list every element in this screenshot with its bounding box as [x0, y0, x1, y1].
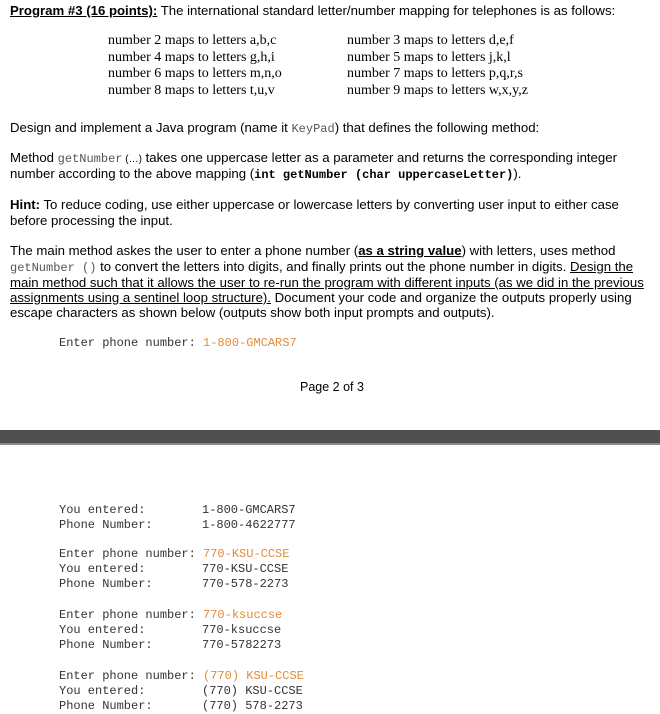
mapping-right-1: number 5 maps to letters j,k,l [347, 49, 511, 65]
run-3-input: 770-ksuccse [203, 608, 283, 622]
hint-line-2: before processing the input. [10, 213, 173, 228]
main-line-3: main method such that it allows the user to re-run the program with different inputs (as we did in the previous [10, 275, 644, 290]
run-1-number: 1-800-4622777 [202, 518, 296, 532]
page-divider [0, 430, 660, 443]
you-entered-label: You entered: [59, 684, 146, 698]
page-3 [0, 445, 660, 714]
main-line-1: The main method askes the user to enter a phone number (as a string value) with letters, uses method [10, 243, 616, 258]
run-3-number: 770-5782273 [202, 638, 282, 652]
hint-label: Hint: [10, 197, 41, 212]
main-line-2: getNumber () to convert the letters into digits, and finally prints out the phone number in digits. Design the [10, 259, 634, 275]
run-2-entered: 770-KSU-CCSE [202, 562, 289, 576]
run-2-prompt: Enter phone number: 770-KSU-CCSE [59, 547, 290, 561]
mapping-right-3: number 9 maps to letters w,x,y,z [347, 82, 528, 98]
method-name-code: getNumber [57, 152, 123, 166]
string-value-emphasis: as a string value [358, 243, 462, 258]
design-line: Design and implement a Java program (name it KeyPad) that defines the following method: [10, 120, 540, 136]
run-3-entered: 770-ksuccse [202, 623, 282, 637]
run-3-prompt: Enter phone number: 770-ksuccse [59, 608, 283, 622]
run-1-entered: 1-800-GMCARS7 [202, 503, 296, 517]
hint-line-1: Hint: To reduce coding, use either uppercase or lowercase letters by converting user input to either case [10, 197, 619, 212]
first-prompt: Enter phone number: 1-800-GMCARS7 [59, 336, 297, 350]
run-4-number: (770) 578-2273 [202, 699, 303, 713]
run-4-entered: (770) KSU-CCSE [202, 684, 303, 698]
run-2-number: 770-578-2273 [202, 577, 289, 591]
mapping-right-0: number 3 maps to letters d,e,f [347, 33, 514, 48]
method-line-2: number according to the above mapping (int getNumber (char uppercaseLetter)). [10, 166, 522, 182]
phone-number-label: Phone Number: [59, 699, 153, 713]
page-footer: Page 2 of 3 [300, 380, 364, 394]
program-heading [10, 3, 615, 19]
main-line-5: escape characters as shown below (outputs show both input prompts and outputs). [10, 305, 495, 320]
program-intro: The international standard letter/number mapping for telephones is as follows: [157, 3, 616, 18]
method-line-1: Method getNumber (…) takes one uppercase letter as a parameter and returns the corresponding integer [10, 150, 617, 166]
program-label: Program #3 (16 points): [10, 3, 158, 18]
you-entered-label: You entered: [59, 623, 146, 637]
you-entered-label: You entered: [59, 503, 146, 517]
mapping-left-2: number 6 maps to letters m,n,o [108, 66, 282, 81]
phone-number-label: Phone Number: [59, 577, 153, 591]
you-entered-label: You entered: [59, 562, 146, 576]
phone-number-label: Phone Number: [59, 518, 153, 532]
run-4-prompt: Enter phone number: (770) KSU-CCSE [59, 669, 304, 683]
method-signature: int getNumber (char uppercaseLetter) [254, 168, 514, 182]
run-4-input: (770) KSU-CCSE [203, 669, 304, 683]
first-prompt-input: 1-800-GMCARS7 [203, 336, 297, 350]
mapping-left-3: number 8 maps to letters t,u,v [108, 82, 275, 98]
mapping-right-2: number 7 maps to letters p,q,r,s [347, 66, 523, 81]
run-2-input: 770-KSU-CCSE [203, 547, 290, 561]
phone-number-label: Phone Number: [59, 638, 153, 652]
mapping-left-1: number 4 maps to letters g,h,i [108, 49, 275, 65]
mapping-left-0: number 2 maps to letters a,b,c [108, 33, 277, 48]
main-line-4: assignments using a sentinel loop structure). Document your code and organize the outputs properly using [10, 290, 632, 305]
class-name-code: KeyPad [291, 122, 335, 136]
